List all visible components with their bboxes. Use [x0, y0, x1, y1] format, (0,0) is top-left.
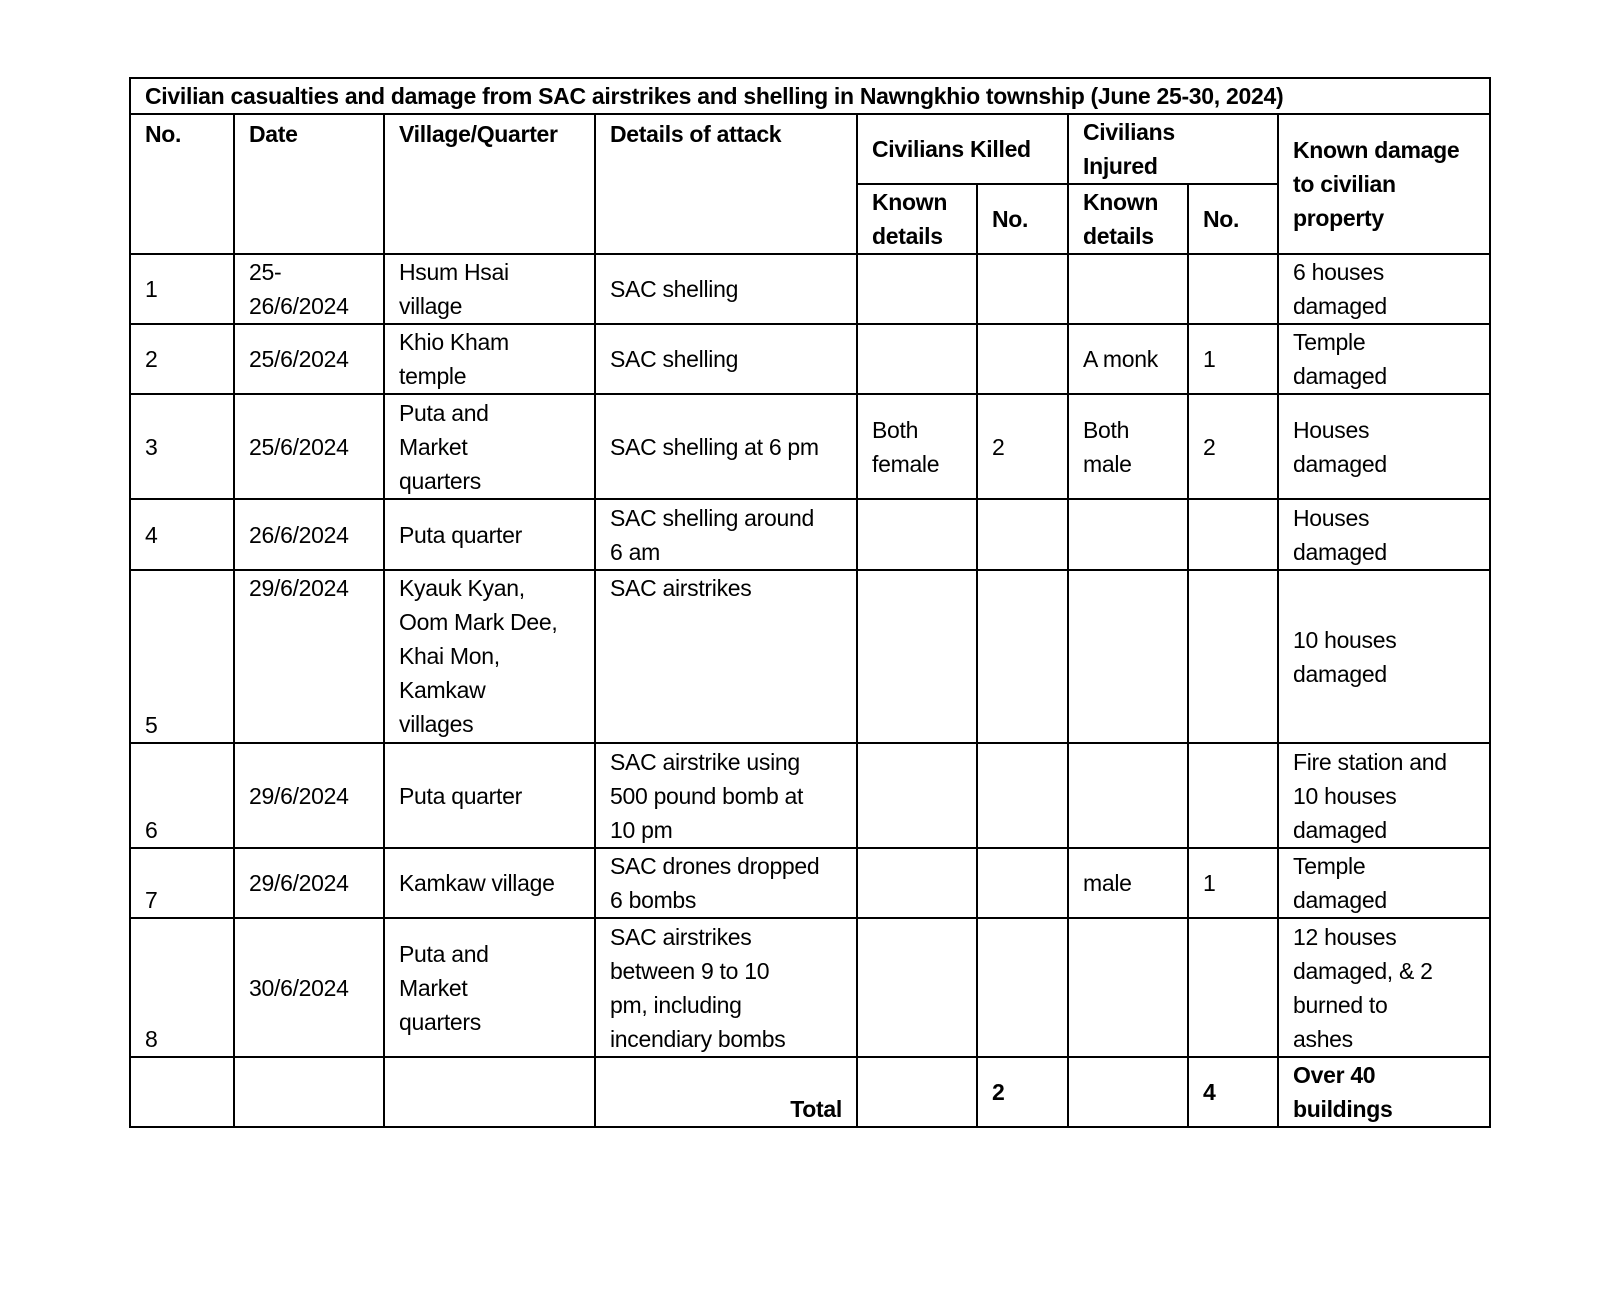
row-injured-no [1188, 254, 1278, 324]
row-details-line: 6 am [610, 538, 660, 565]
row-damage-line: damaged [1293, 363, 1387, 389]
row-killed-no [977, 570, 1068, 743]
row-village [384, 918, 595, 1057]
table-row [130, 848, 1490, 918]
row-injured-details-line: male [1083, 450, 1132, 477]
row-details-line: incendiary bombs [610, 1025, 786, 1052]
row-no: 3 [130, 394, 234, 499]
row-village-line: Market [399, 974, 468, 1001]
row-damage [1278, 848, 1490, 918]
header-details: Details of attack [595, 114, 857, 254]
total-killed-details-cell [857, 1057, 977, 1127]
row-date-line: 29/6/2024 [249, 870, 349, 896]
row-damage [1278, 254, 1490, 324]
header-no: No. [130, 114, 234, 254]
row-injured-no [1188, 918, 1278, 1057]
total-killed-no: 2 [977, 1057, 1068, 1127]
header-known-line2: details [1083, 223, 1154, 249]
row-killed-details [857, 499, 977, 570]
row-injured-details [1068, 918, 1188, 1057]
row-village [384, 743, 595, 848]
total-no-cell [130, 1057, 234, 1127]
header-civilians-injured [1068, 114, 1278, 184]
row-date-line: 25/6/2024 [249, 346, 349, 372]
row-damage-line: Temple [1293, 853, 1366, 879]
total-label: Total [595, 1057, 857, 1127]
row-damage-line: 10 houses [1293, 782, 1397, 809]
row-injured-no: 1 [1188, 324, 1278, 394]
row-details-line: 10 pm [610, 816, 673, 843]
row-injured-details [1068, 394, 1188, 499]
row-village-line: Market [399, 433, 468, 460]
row-date [234, 254, 384, 324]
row-damage [1278, 918, 1490, 1057]
table-row [130, 918, 1490, 1057]
row-date [234, 499, 384, 570]
row-village-line: Oom Mark Dee, [399, 609, 558, 635]
row-damage-line: 10 houses [1293, 626, 1397, 653]
row-killed-details [857, 743, 977, 848]
header-damage-line2: to civilian [1293, 171, 1396, 197]
row-damage-line: damaged, & 2 [1293, 957, 1433, 984]
row-injured-details [1068, 254, 1188, 324]
header-injured-no: No. [1188, 184, 1278, 254]
header-damage-line3: property [1293, 205, 1384, 231]
row-date-line: 26/6/2024 [249, 521, 349, 548]
row-no: 7 [130, 848, 234, 918]
row-injured-details [1068, 743, 1188, 848]
row-details-line: pm, including [610, 991, 742, 1018]
table-row [130, 570, 1490, 743]
row-village-line: temple [399, 363, 467, 389]
row-damage [1278, 499, 1490, 570]
row-village [384, 254, 595, 324]
row-date [234, 394, 384, 499]
row-details [595, 743, 857, 848]
row-date [234, 918, 384, 1057]
table-row [130, 254, 1490, 324]
row-killed-details [857, 394, 977, 499]
row-damage-line: damaged [1293, 816, 1387, 843]
row-killed-details-line: Both [872, 416, 919, 443]
row-village-line: Puta and [399, 940, 489, 967]
row-village [384, 570, 595, 743]
row-village-line: quarters [399, 467, 481, 494]
row-village [384, 324, 595, 394]
row-details-line: SAC shelling around [610, 504, 814, 531]
row-no: 6 [130, 743, 234, 848]
row-details [595, 848, 857, 918]
row-village [384, 848, 595, 918]
row-details-line: SAC drones dropped [610, 853, 820, 879]
header-known-damage [1278, 114, 1490, 254]
row-village-line: Kyauk Kyan, [399, 575, 525, 601]
row-killed-details [857, 324, 977, 394]
row-killed-no [977, 499, 1068, 570]
row-injured-details [1068, 499, 1188, 570]
row-no: 4 [130, 499, 234, 570]
table-row [130, 743, 1490, 848]
total-date-cell [234, 1057, 384, 1127]
total-village-cell [384, 1057, 595, 1127]
row-village-line: villages [399, 711, 474, 737]
row-injured-details [1068, 848, 1188, 918]
row-village-line: Hsum Hsai [399, 259, 509, 285]
row-damage-line: damaged [1293, 293, 1387, 319]
row-no: 8 [130, 918, 234, 1057]
row-injured-no: 2 [1188, 394, 1278, 499]
row-no: 2 [130, 324, 234, 394]
table-title: Civilian casualties and damage from SAC airstrikes and shelling in Nawngkhio township (June 25-30, 2024) [130, 78, 1490, 114]
row-village-line: Puta quarter [399, 521, 522, 548]
row-date [234, 570, 384, 743]
row-killed-details [857, 848, 977, 918]
header-killed-known-details [857, 184, 977, 254]
row-injured-no [1188, 570, 1278, 743]
row-killed-no [977, 324, 1068, 394]
row-no: 1 [130, 254, 234, 324]
row-damage [1278, 324, 1490, 394]
row-injured-details-line: male [1083, 870, 1132, 896]
row-date-line: 30/6/2024 [249, 974, 349, 1001]
row-details [595, 254, 857, 324]
row-damage [1278, 394, 1490, 499]
row-village [384, 499, 595, 570]
row-date-line: 29/6/2024 [249, 575, 349, 601]
header-row-1 [130, 114, 1490, 184]
row-killed-no: 2 [977, 394, 1068, 499]
header-village: Village/Quarter [384, 114, 595, 254]
row-details-line: 6 bombs [610, 887, 697, 913]
row-details-line: SAC shelling [610, 276, 739, 302]
row-damage-line: Temple [1293, 329, 1366, 355]
header-damage-line1: Known damage [1293, 137, 1460, 163]
row-village-line: Kamkaw village [399, 870, 555, 896]
header-civilians-killed: Civilians Killed [857, 114, 1068, 184]
row-date-line: 26/6/2024 [249, 293, 349, 319]
row-killed-details [857, 570, 977, 743]
row-details-line: SAC airstrikes [610, 923, 752, 950]
header-date: Date [234, 114, 384, 254]
table-body [130, 254, 1490, 1057]
row-village-line: Khai Mon, [399, 643, 500, 669]
casualties-table [129, 77, 1491, 1128]
row-details [595, 918, 857, 1057]
row-damage-line: Houses [1293, 416, 1370, 443]
row-village-line: Puta and [399, 399, 489, 426]
row-date-line: 25/6/2024 [249, 433, 349, 460]
row-injured-details-line: A monk [1083, 346, 1158, 372]
row-injured-no [1188, 743, 1278, 848]
row-killed-details-line: female [872, 450, 940, 477]
total-damage-line1: Over 40 [1293, 1062, 1376, 1088]
row-village-line: Khio Kham [399, 329, 509, 355]
row-date [234, 743, 384, 848]
total-injured-no: 4 [1188, 1057, 1278, 1127]
row-damage-line: burned to [1293, 991, 1388, 1018]
row-killed-no [977, 918, 1068, 1057]
row-details-line: SAC airstrike using [610, 748, 800, 775]
row-killed-details [857, 254, 977, 324]
row-damage-line: ashes [1293, 1025, 1353, 1052]
total-injured-details-cell [1068, 1057, 1188, 1127]
row-date [234, 324, 384, 394]
total-damage [1278, 1057, 1490, 1127]
row-injured-details [1068, 324, 1188, 394]
row-damage-line: Houses [1293, 504, 1370, 531]
row-damage-line: 12 houses [1293, 923, 1397, 950]
row-no: 5 [130, 570, 234, 743]
row-date-line: 29/6/2024 [249, 782, 349, 809]
header-known-line2: details [872, 223, 943, 249]
row-damage-line: damaged [1293, 660, 1387, 687]
row-date-line: 25- [249, 259, 282, 285]
row-village-line: quarters [399, 1008, 481, 1035]
row-damage-line: 6 houses [1293, 259, 1384, 285]
row-damage-line: damaged [1293, 538, 1387, 565]
row-details-line: between 9 to 10 [610, 957, 770, 984]
row-details-line: SAC shelling at 6 pm [610, 433, 819, 460]
header-known-line1: Known [1083, 189, 1159, 215]
title-row [130, 78, 1490, 114]
header-injured-line1: Civilians [1083, 119, 1175, 145]
row-details [595, 499, 857, 570]
row-damage-line: damaged [1293, 450, 1387, 477]
row-damage [1278, 570, 1490, 743]
row-injured-no: 1 [1188, 848, 1278, 918]
row-village-line: village [399, 293, 463, 319]
row-killed-details [857, 918, 977, 1057]
row-details [595, 570, 857, 743]
row-killed-no [977, 743, 1068, 848]
table-row [130, 499, 1490, 570]
table-row [130, 324, 1490, 394]
row-details-line: SAC airstrikes [610, 575, 752, 601]
table-row [130, 394, 1490, 499]
header-known-line1: Known [872, 189, 948, 215]
row-damage-line: damaged [1293, 887, 1387, 913]
header-killed-no: No. [977, 184, 1068, 254]
header-injured-line2: Injured [1083, 153, 1158, 179]
header-injured-known-details [1068, 184, 1188, 254]
row-date [234, 848, 384, 918]
row-village-line: Kamkaw [399, 677, 486, 703]
row-damage-line: Fire station and [1293, 748, 1447, 775]
row-killed-no [977, 848, 1068, 918]
row-damage [1278, 743, 1490, 848]
row-injured-no [1188, 499, 1278, 570]
row-village [384, 394, 595, 499]
total-damage-line2: buildings [1293, 1096, 1393, 1122]
row-details [595, 324, 857, 394]
total-row [130, 1057, 1490, 1127]
row-injured-details-line: Both [1083, 416, 1130, 443]
row-injured-details [1068, 570, 1188, 743]
row-village-line: Puta quarter [399, 782, 522, 809]
row-killed-no [977, 254, 1068, 324]
row-details [595, 394, 857, 499]
row-details-line: SAC shelling [610, 346, 739, 372]
row-details-line: 500 pound bomb at [610, 782, 804, 809]
